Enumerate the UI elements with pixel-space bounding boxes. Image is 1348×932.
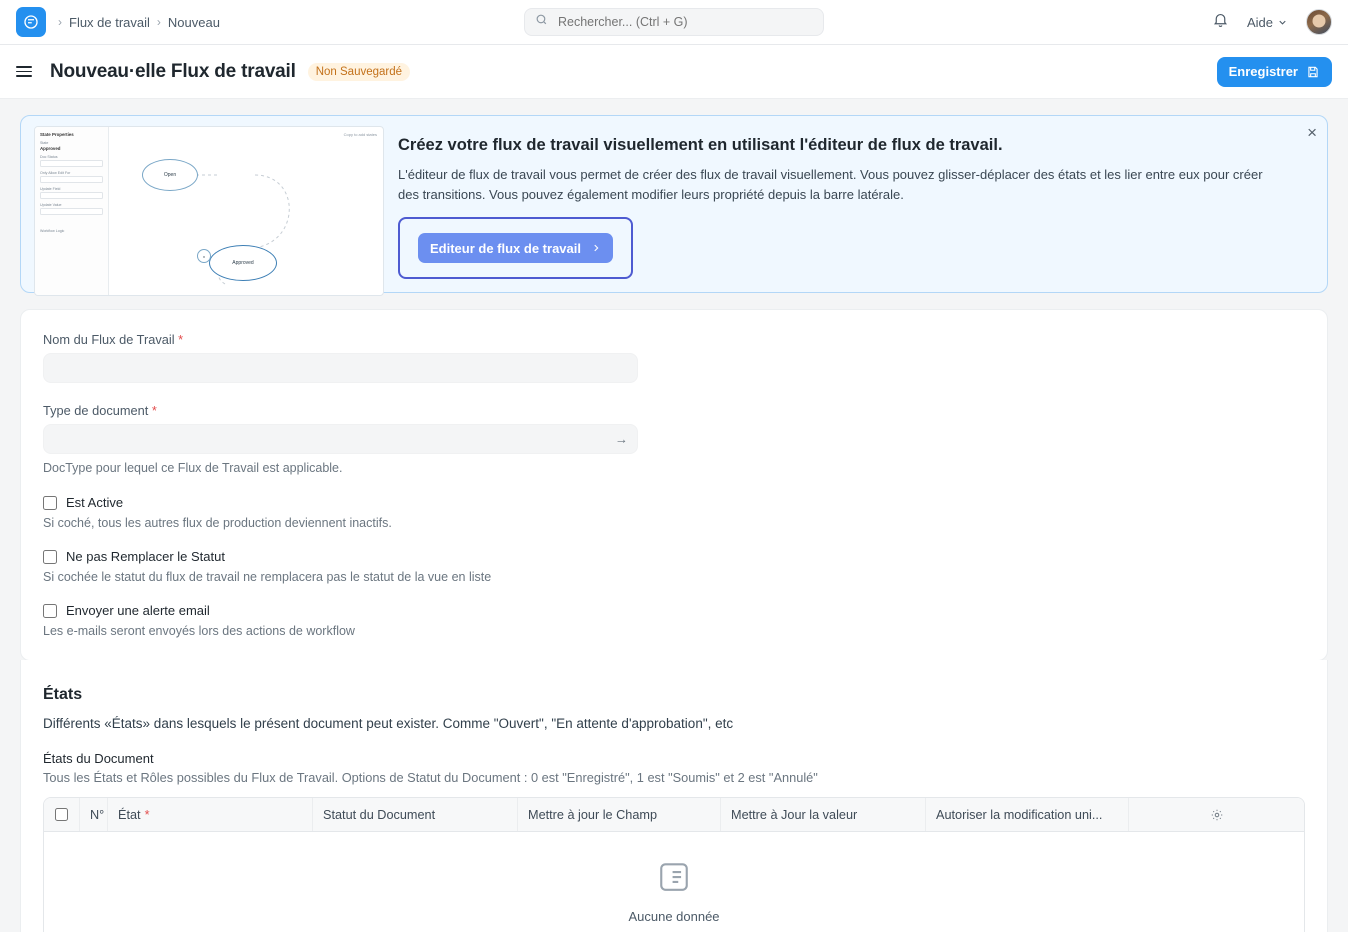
avatar[interactable] bbox=[1306, 9, 1332, 35]
preview-hint: Copy to add states bbox=[343, 132, 377, 137]
document-type-input[interactable] bbox=[43, 424, 638, 454]
help-label: Aide bbox=[1246, 14, 1273, 30]
breadcrumb-item-workflow[interactable]: Flux de travail bbox=[69, 14, 150, 30]
column-header-update-value: Mettre à Jour la valeur bbox=[721, 798, 926, 831]
workflow-builder-button-label: Editeur de flux de travail bbox=[430, 240, 581, 256]
workflow-name-label: Nom du Flux de Travail * bbox=[43, 332, 184, 347]
help-menu[interactable] bbox=[1247, 15, 1288, 30]
preview-field-box bbox=[40, 192, 103, 199]
preview-field-value: Approved bbox=[40, 146, 61, 151]
chevron-right-icon bbox=[591, 243, 601, 253]
field-send-email-alert bbox=[43, 603, 1305, 638]
preview-panel-title: State Properties bbox=[40, 132, 74, 137]
preview-field-label: Update Value bbox=[40, 203, 62, 207]
states-grid-label: États du Document bbox=[43, 751, 154, 766]
banner-cta-highlight bbox=[398, 217, 633, 279]
column-header-state: État * bbox=[108, 798, 313, 831]
chevron-down-icon bbox=[1277, 17, 1288, 28]
close-icon[interactable]: × bbox=[1307, 123, 1317, 142]
field-is-active bbox=[43, 495, 1305, 530]
workflow-builder-banner bbox=[20, 115, 1328, 293]
page-body bbox=[0, 99, 1348, 932]
required-marker: * bbox=[151, 403, 157, 418]
empty-state-text: Aucune donnée bbox=[628, 909, 720, 924]
preview-field-label: Only Allow Edit For bbox=[40, 171, 71, 175]
preview-field-label: State bbox=[40, 141, 49, 145]
page-header bbox=[0, 45, 1348, 99]
dont-override-status-label: Ne pas Remplacer le Statut bbox=[66, 549, 225, 564]
states-title: États bbox=[43, 686, 83, 703]
preview-properties-panel bbox=[35, 127, 109, 295]
breadcrumb-item-new[interactable]: Nouveau bbox=[167, 14, 220, 30]
global-search[interactable] bbox=[524, 8, 824, 36]
preview-canvas bbox=[109, 127, 383, 295]
preview-panel-footer: Workflow Logic bbox=[40, 229, 65, 233]
select-all-checkbox[interactable] bbox=[55, 808, 68, 821]
empty-list-icon bbox=[657, 860, 691, 899]
states-description: Différents «États» dans lesquels le présent document peut exister. Comme "Ouvert", "En attente d'approbation", etc bbox=[43, 716, 734, 731]
document-type-help: DocType pour lequel ce Flux de Travail est applicable. bbox=[43, 461, 343, 475]
hamburger-icon[interactable] bbox=[16, 59, 42, 85]
frappe-logo-icon[interactable] bbox=[16, 7, 46, 37]
bell-icon[interactable] bbox=[1212, 11, 1229, 33]
states-grid-empty bbox=[44, 832, 1304, 932]
field-document-type bbox=[43, 403, 1305, 475]
page-title: Nouveau·elle Flux de travail bbox=[50, 60, 296, 82]
preview-field-box bbox=[40, 160, 103, 167]
states-grid-header bbox=[44, 798, 1304, 832]
arrow-right-icon: → bbox=[615, 431, 628, 447]
preview-node-small: x bbox=[197, 249, 211, 263]
document-type-label: Type de document * bbox=[43, 403, 157, 418]
preview-node-approved: Approved bbox=[209, 245, 277, 281]
required-marker: * bbox=[144, 807, 150, 822]
dont-override-status-help: Si cochée le statut du flux de travail ne remplacera pas le statut de la vue en liste bbox=[43, 570, 492, 584]
is-active-label: Est Active bbox=[66, 495, 124, 510]
gear-icon[interactable] bbox=[1129, 798, 1304, 831]
preview-field-label: Doc Status bbox=[40, 155, 58, 159]
top-navbar bbox=[0, 0, 1348, 45]
search-input[interactable] bbox=[556, 14, 813, 30]
preview-field-label: Update Field bbox=[40, 187, 61, 191]
is-active-checkbox[interactable] bbox=[43, 496, 57, 510]
preview-field-box bbox=[40, 176, 103, 183]
send-email-alert-label: Envoyer une alerte email bbox=[66, 603, 210, 618]
field-dont-override-status bbox=[43, 549, 1305, 584]
save-icon bbox=[1306, 65, 1320, 79]
save-button[interactable] bbox=[1217, 57, 1332, 87]
dont-override-status-checkbox[interactable] bbox=[43, 550, 57, 564]
is-active-help: Si coché, tous les autres flux de production deviennent inactifs. bbox=[43, 516, 392, 530]
send-email-alert-help: Les e-mails seront envoyés lors des actions de workflow bbox=[43, 624, 355, 638]
states-grid-description: Tous les États et Rôles possibles du Flux de Travail. Options de Statut du Document : 0 est "Enregistré", 1 est "Soumis" et 2 est "Annulé" bbox=[43, 770, 818, 785]
workflow-builder-preview-image bbox=[34, 126, 384, 296]
field-workflow-name bbox=[43, 332, 1305, 383]
workflow-name-input[interactable] bbox=[43, 353, 638, 383]
column-header-doc-status: Statut du Document bbox=[313, 798, 518, 831]
send-email-alert-checkbox[interactable] bbox=[43, 604, 57, 618]
preview-node-open: Open bbox=[142, 159, 198, 191]
workflow-builder-button[interactable] bbox=[418, 233, 613, 263]
workflow-form-card bbox=[20, 309, 1328, 661]
breadcrumb-separator-icon: › bbox=[156, 15, 161, 29]
column-header-allow-edit: Autoriser la modification uni... bbox=[926, 798, 1129, 831]
column-header-update-field: Mettre à jour le Champ bbox=[518, 798, 721, 831]
status-badge: Non Sauvegardé bbox=[308, 63, 410, 81]
column-header-number: N° bbox=[80, 798, 108, 831]
states-section bbox=[20, 660, 1328, 932]
breadcrumb bbox=[58, 15, 220, 30]
banner-description: L'éditeur de flux de travail vous permet de créer des flux de travail visuellement. Vous pouvez glisser-déplacer des états et les lier entre eux pour créer des transitions. Vous pouvez également modifier leurs propriété depuis la barre latérale. bbox=[398, 167, 1263, 203]
search-icon bbox=[535, 13, 548, 31]
save-button-label: Enregistrer bbox=[1228, 64, 1298, 79]
breadcrumb-separator-icon: › bbox=[58, 15, 62, 29]
preview-field-box bbox=[40, 208, 103, 215]
grid-select-all-cell[interactable] bbox=[44, 798, 80, 831]
required-marker: * bbox=[178, 332, 184, 347]
banner-title: Créez votre flux de travail visuellement en utilisant l'éditeur de flux de travail. bbox=[398, 136, 1003, 154]
states-grid bbox=[43, 797, 1305, 932]
